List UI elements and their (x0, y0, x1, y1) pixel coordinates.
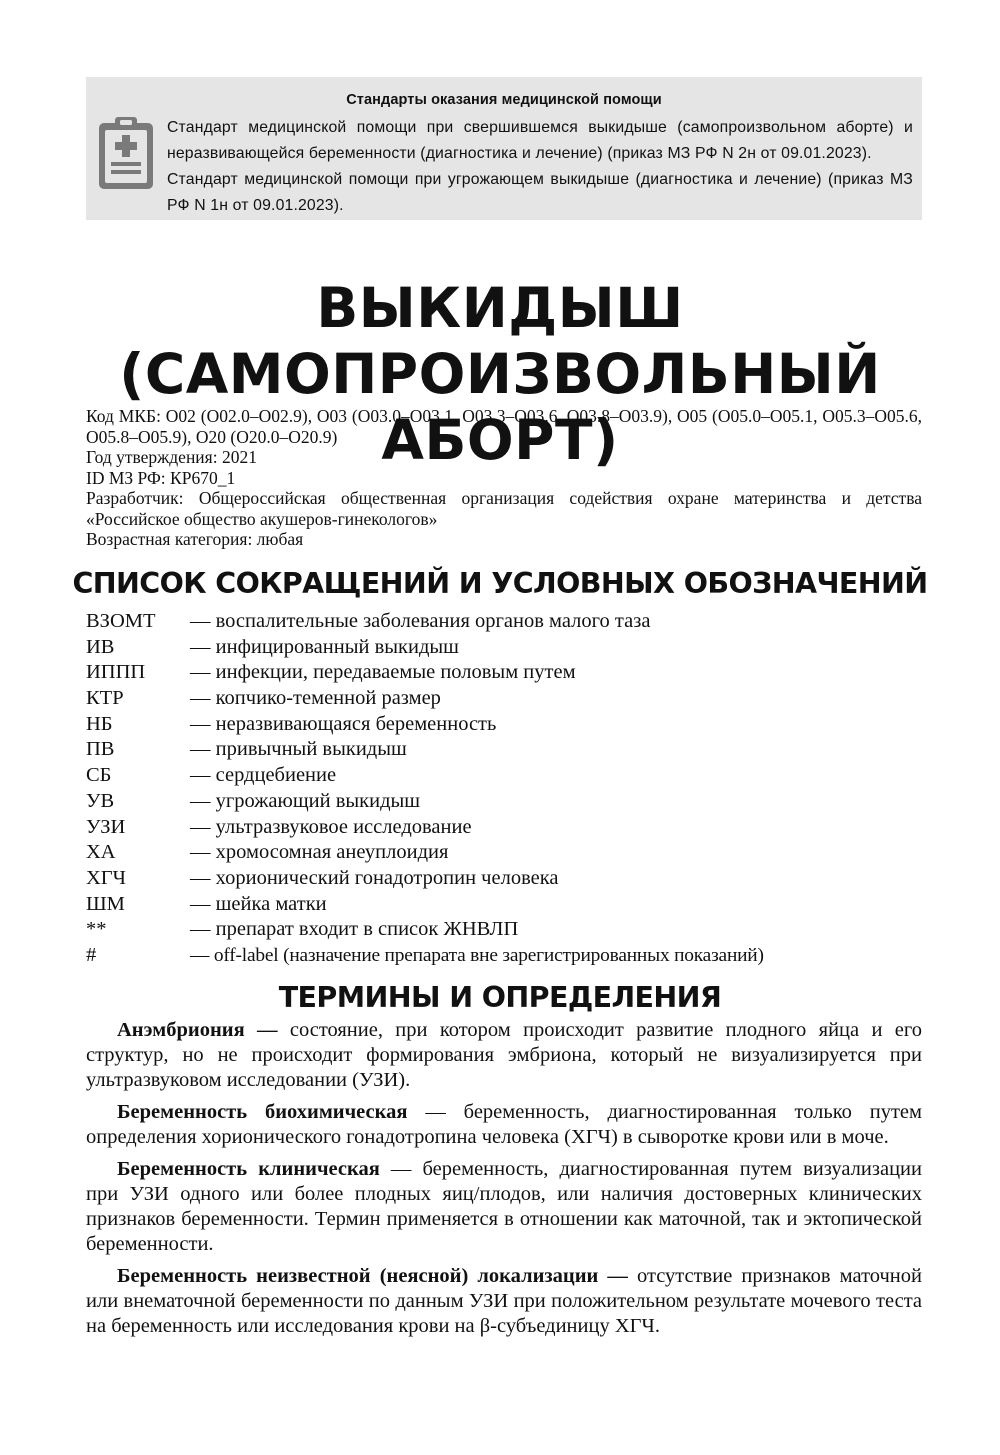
abbreviation-code: КТР (86, 687, 124, 710)
abbreviation-row (86, 816, 926, 842)
terms-heading: ТЕРМИНЫ И ОПРЕДЕЛЕНИЯ (278, 981, 722, 1014)
abbreviation-code: УЗИ (86, 815, 126, 838)
abbreviation-code: ** (86, 918, 107, 941)
abbreviation-code: УВ (86, 789, 115, 812)
abbreviation-definition: — угрожающий выкидыш (190, 789, 421, 812)
term-name: Беременность биохимическая (117, 1101, 408, 1123)
abbreviation-definition: — инфекции, передаваемые половым путем (190, 661, 576, 684)
document-meta (86, 406, 922, 550)
abbreviation-code: ИВ (86, 635, 115, 658)
abbreviation-row (86, 661, 926, 687)
terms-list (86, 1018, 922, 1346)
abbreviation-row (86, 636, 926, 662)
ministry-id: ID МЗ РФ: КР670_1 (86, 467, 236, 488)
title-line-1: ВЫКИДЫШ (316, 276, 684, 340)
term-paragraph (86, 1264, 922, 1339)
term-name: Беременность неизвестной (неясной) локализации — (117, 1265, 628, 1287)
abbreviation-row (86, 610, 926, 636)
abbreviation-definition: — привычный выкидыш (190, 738, 407, 761)
abbreviation-definition: — копчико-теменной размер (190, 687, 441, 710)
icd-codes: Код МКБ: O02 (O02.0–O02.9), O03 (O03.0–O03.1, O03.3–O03.6, O03.8–O03.9), O05 (O05.0–O05.1, O05.3–O05.6, O05.8–O05.9), O20 (O20.0–O20.9) (86, 406, 922, 447)
abbreviation-code: # (86, 943, 97, 966)
term-paragraph (86, 1100, 922, 1150)
abbreviation-code: ПВ (86, 738, 115, 761)
abbreviation-definition: — хромосомная анеуплоидия (190, 841, 449, 864)
abbreviation-definition: — хорионический гонадотропин человека (190, 866, 559, 889)
developer: Разработчик: Общероссийская общественная организация содействия охране материнства и детства «Российское общество акушеров-гинекологов» (86, 488, 922, 529)
standard-item: Стандарт медицинской помощи при свершившемся выкидыше (самопроизвольном аборте) и неразвивающейся беременности (диагностика и лечение) (приказ МЗ РФ N 2н от 09.01.2023). (167, 119, 913, 162)
abbreviation-definition: — ультразвуковое исследование (190, 815, 472, 838)
abbreviation-definition: — неразвивающаяся беременность (190, 712, 497, 735)
standards-list (167, 115, 913, 219)
clipboard-medical-cross-icon (96, 115, 156, 191)
abbreviation-code: ИППП (86, 661, 146, 684)
term-name: Анэмбриония — (117, 1019, 278, 1041)
abbreviation-code: ВЗОМТ (86, 610, 156, 632)
abbreviation-definition: — шейка матки (190, 892, 327, 915)
abbreviation-row (86, 893, 926, 919)
abbreviations-list (86, 610, 926, 970)
abbreviation-definition: — воспалительные заболевания органов малого таза (190, 610, 651, 632)
abbreviation-row (86, 841, 926, 867)
abbreviation-row (86, 764, 926, 790)
abbreviation-code: НБ (86, 712, 113, 735)
abbreviation-code: ШМ (86, 892, 125, 915)
abbreviation-row (86, 687, 926, 713)
approval-year: Год утверждения: 2021 (86, 447, 257, 467)
abbreviation-row (86, 918, 926, 944)
term-definition: — беременность, диагностированная путем визуализации при УЗИ одного или более плодных яиц/плодов, или наличия достоверных клинических признаков беременности. Термин применяется в отношении как маточной, так и эктопической беременности. (86, 1158, 922, 1255)
standards-heading: Стандарты оказания медицинской помощи (346, 92, 662, 108)
abbreviation-row (86, 790, 926, 816)
term-definition: — беременность, диагностированная только путем определения хорионического гонадотропина человека (ХГЧ) в сыворотке крови или в моче. (86, 1101, 922, 1148)
abbreviations-heading: СПИСОК СОКРАЩЕНИЙ И УСЛОВНЫХ ОБОЗНАЧЕНИЙ (72, 567, 928, 600)
abbreviation-definition: — off-label (назначение препарата вне зарегистрированных показаний) (190, 944, 764, 966)
term-name: Беременность клиническая (117, 1158, 380, 1180)
abbreviation-code: ХА (86, 841, 116, 864)
age-category: Возрастная категория: любая (86, 529, 304, 549)
abbreviation-code: ХГЧ (86, 866, 126, 889)
abbreviation-definition: — сердцебиение (190, 764, 337, 787)
abbreviation-row (86, 944, 926, 970)
title-line-2: (САМОПРОИЗВОЛЬНЫЙ АБОРТ) (119, 342, 881, 472)
term-paragraph (86, 1018, 922, 1093)
standard-item: Стандарт медицинской помощи при угрожающем выкидыше (диагностика и лечение) (приказ МЗ РФ N 1н от 09.01.2023). (167, 171, 913, 214)
abbreviation-code: СБ (86, 764, 112, 787)
term-definition: состояние, при котором происходит развитие плодного яйца и его структур, но не происходит формирования эмбриона, который не визуализируется при ультразвуковом исследовании (УЗИ). (86, 1019, 922, 1091)
abbreviation-definition: — препарат входит в список ЖНВЛП (190, 918, 519, 941)
standards-box (86, 77, 922, 220)
abbreviation-definition: — инфицированный выкидыш (190, 635, 459, 658)
term-definition: отсутствие признаков маточной или внематочной беременности по данным УЗИ при положительном результате мочевого теста на беременность или исследования крови на β-субъединицу ХГЧ. (86, 1265, 922, 1337)
term-paragraph (86, 1157, 922, 1257)
abbreviation-row (86, 738, 926, 764)
abbreviation-row (86, 713, 926, 739)
abbreviation-row (86, 867, 926, 893)
